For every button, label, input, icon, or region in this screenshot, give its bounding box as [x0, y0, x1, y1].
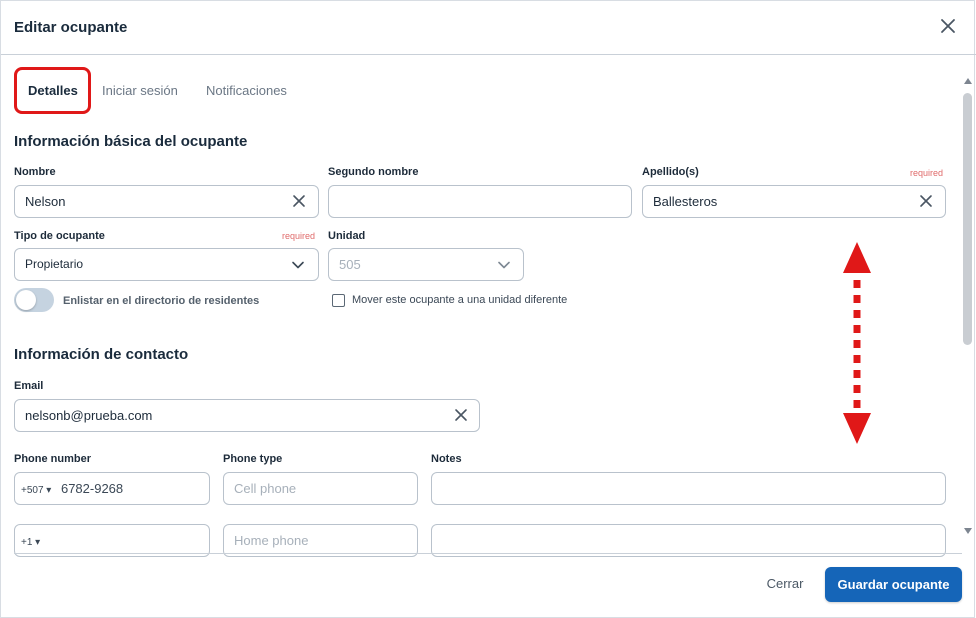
phone-type-label: Phone type	[223, 453, 283, 465]
dialog-body[interactable]	[1, 118, 961, 548]
dialog-header	[1, 1, 976, 55]
occupant-type-select[interactable]	[14, 248, 319, 281]
close-button[interactable]: Cerrar	[766, 576, 804, 591]
contact-info-heading: Información de contacto	[14, 346, 189, 363]
scroll-up-icon[interactable]	[963, 77, 973, 85]
clear-first-name-icon[interactable]	[292, 194, 306, 208]
clear-last-name-icon[interactable]	[919, 194, 933, 208]
unit-value: 505	[339, 257, 361, 272]
toggle-knob	[16, 290, 36, 310]
unit-select[interactable]	[328, 248, 524, 281]
chevron-down-icon	[292, 261, 304, 269]
occupant-type-required: required	[282, 231, 316, 241]
notes-field[interactable]	[431, 472, 946, 505]
tab-highlight-annotation	[14, 67, 91, 114]
chevron-down-icon	[498, 261, 510, 269]
clear-email-icon[interactable]	[454, 408, 468, 422]
tab-detalles[interactable]: Detalles	[28, 83, 78, 98]
scrollbar-thumb[interactable]	[963, 93, 972, 345]
scroll-annotation-arrow	[837, 240, 877, 446]
country-code-select[interactable]: +507 ▾	[21, 485, 52, 496]
first-name-field[interactable]	[14, 185, 319, 218]
footer-divider	[14, 553, 962, 554]
phone-number-value: 6782-9268	[60, 481, 124, 496]
unit-label: Unidad	[328, 230, 366, 242]
middle-name-label: Segundo nombre	[328, 166, 419, 178]
tab-notificaciones[interactable]: Notificaciones	[206, 83, 287, 98]
last-name-field[interactable]	[642, 185, 946, 218]
directory-toggle-label: Enlistar en el directorio de residentes	[63, 295, 260, 307]
occupant-type-value: Propietario	[25, 257, 84, 271]
dialog-title: Editar ocupante	[14, 19, 128, 36]
tab-iniciar-sesion[interactable]: Iniciar sesión	[102, 83, 178, 98]
move-unit-checkbox[interactable]	[332, 294, 345, 307]
last-name-label: Apellido(s)	[642, 166, 699, 178]
email-value: nelsonb@prueba.com	[25, 408, 153, 423]
tab-bar	[1, 67, 961, 117]
notes-label: Notes	[431, 453, 462, 465]
middle-name-field[interactable]	[328, 185, 632, 218]
email-label: Email	[14, 380, 44, 392]
country-code-select[interactable]: +1 ▾	[21, 537, 41, 548]
last-name-value: Ballesteros	[653, 194, 718, 209]
phone-number-field[interactable]	[14, 472, 210, 505]
phone-number-label: Phone number	[14, 453, 92, 465]
phone-type-placeholder: Cell phone	[234, 481, 297, 496]
first-name-value: Nelson	[25, 194, 66, 209]
occupant-type-label: Tipo de ocupante	[14, 230, 105, 242]
phone-type-placeholder: Home phone	[234, 533, 309, 548]
move-unit-checkbox-label: Mover este ocupante a una unidad diferente	[352, 294, 568, 306]
directory-toggle[interactable]	[14, 288, 54, 312]
scroll-down-icon[interactable]	[963, 527, 973, 535]
basic-info-heading: Información básica del ocupante	[14, 133, 248, 150]
last-name-required: required	[910, 168, 944, 178]
first-name-label: Nombre	[14, 166, 56, 178]
phone-type-field[interactable]	[223, 472, 418, 505]
save-occupant-button[interactable]: Guardar ocupante	[825, 567, 962, 602]
close-icon[interactable]	[937, 15, 959, 37]
email-field[interactable]	[14, 399, 480, 432]
